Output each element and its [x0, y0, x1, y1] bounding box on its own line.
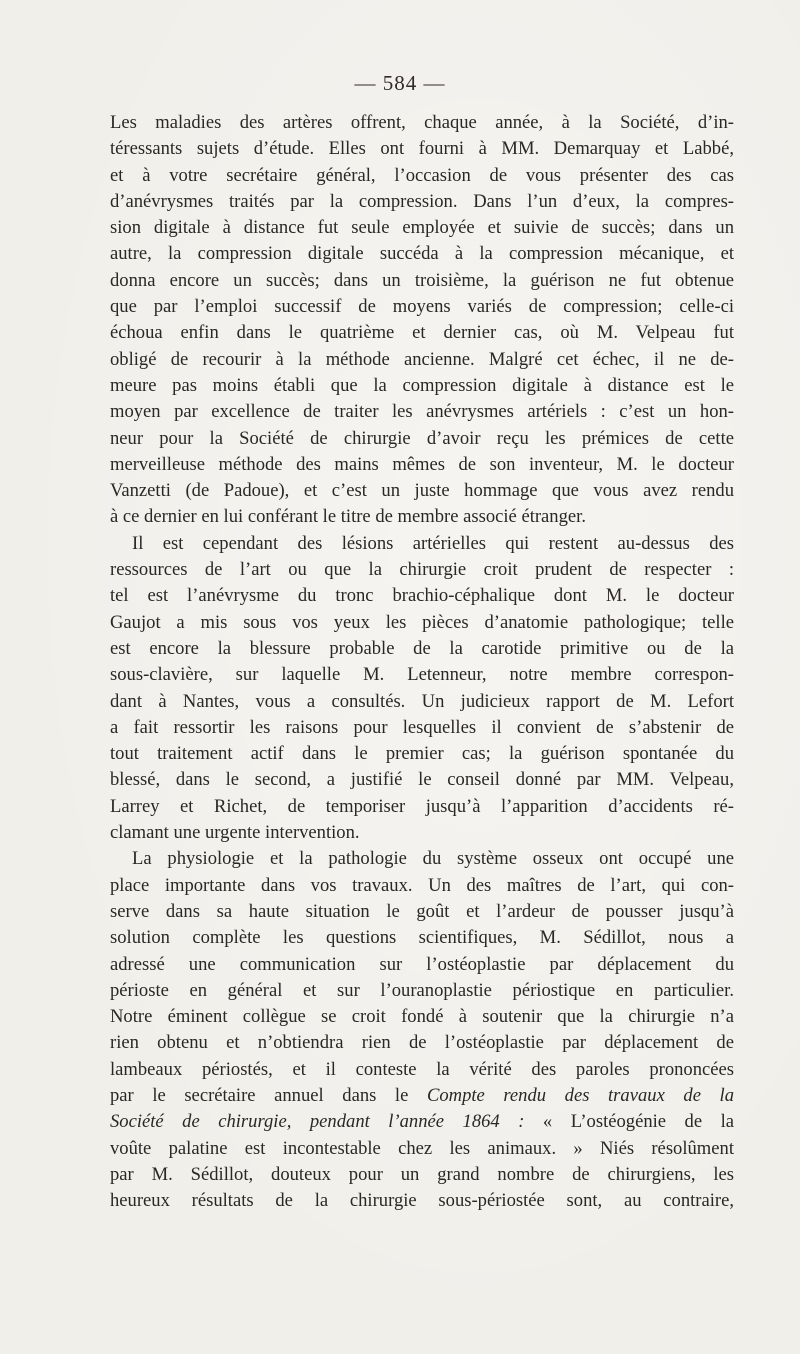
- text-line: [110, 1083, 734, 1109]
- text-line: et à votre secrétaire général, l’occasion de vous présenter des cas: [110, 164, 734, 186]
- text-line: solution complète les questions scientifiques, M. Sédillot, nous a: [110, 927, 734, 949]
- page-number: — 584 —: [354, 71, 446, 95]
- text-line: obligé de recourir à la méthode ancienne. Malgré cet échec, il ne de-: [110, 348, 734, 370]
- text-line: téressants sujets d’étude. Elles ont fourni à MM. Demarquay et Labbé,: [110, 138, 734, 160]
- text-line: Il est cependant des lésions artérielles qui restent au-dessus des: [132, 532, 734, 554]
- italic-title: Société de chirurgie, pendant l’année 1864 :: [110, 1111, 525, 1133]
- text-line: [110, 1109, 734, 1135]
- text-line: donna encore un succès; dans un troisième, la guérison ne fut obtenue: [110, 269, 734, 291]
- text-line: clamant une urgente intervention.: [110, 822, 360, 844]
- text-line: à ce dernier en lui conférant le titre de membre associé étranger.: [110, 506, 586, 528]
- text-line: moyen par excellence de traiter les anévrysmes artériels : c’est un hon-: [110, 401, 734, 423]
- text-line: rien obtenu et n’obtiendra rien de l’ostéoplastie par déplacement de: [110, 1032, 734, 1054]
- text-line: par M. Sédillot, douteux pour un grand nombre de chirurgiens, les: [110, 1163, 734, 1185]
- text-line: heureux résultats de la chirurgie sous-périostée sont, au contraire,: [110, 1190, 734, 1212]
- text-line: meure pas moins établi que la compression digitale à distance est le: [110, 374, 734, 396]
- text-line: adressé une communication sur l’ostéoplastie par déplacement du: [110, 953, 734, 975]
- text-line: que par l’emploi successif de moyens variés de compression; celle-ci: [110, 296, 734, 318]
- text-line: place importante dans vos travaux. Un des maîtres de l’art, qui con-: [110, 874, 734, 896]
- text-line: autre, la compression digitale succéda à la compression mécanique, et: [110, 243, 734, 265]
- italic-title: Compte rendu des travaux de la: [426, 1084, 734, 1106]
- text-line: dant à Nantes, vous a consultés. Un judicieux rapport de M. Lefort: [110, 690, 734, 712]
- text-line: merveilleuse méthode des mains mêmes de son inventeur, M. le docteur: [110, 453, 734, 475]
- text-line: Larrey et Richet, de temporiser jusqu’à l’apparition d’accidents ré-: [110, 795, 734, 817]
- text-line: tel est l’anévrysme du tronc brachio-céphalique dont M. le docteur: [110, 585, 734, 607]
- text-line: sous-clavière, sur laquelle M. Letenneur, notre membre correspon-: [110, 664, 734, 686]
- text-line: est encore la blessure probable de la carotide primitive ou de la: [110, 637, 734, 659]
- text-line: périoste en général et sur l’ouranoplastie périostique en particulier.: [110, 979, 734, 1001]
- text-segment: « L’ostéogénie de la: [524, 1111, 735, 1133]
- text-line: d’anévrysmes traités par la compression. Dans l’un d’eux, la compres-: [110, 190, 734, 212]
- text-line: Notre éminent collègue se croit fondé à soutenir que la chirurgie n’a: [110, 1006, 734, 1028]
- text-line: voûte palatine est incontestable chez les animaux. » Niés résolûment: [110, 1137, 734, 1159]
- text-line: Les maladies des artères offrent, chaque année, à la Société, d’in-: [110, 112, 734, 133]
- text-segment: par le secrétaire annuel dans le: [110, 1084, 427, 1106]
- text-line: blessé, dans le second, a justifié le conseil donné par MM. Velpeau,: [110, 769, 734, 791]
- text-line: tout traitement actif dans le premier cas; la guérison spontanée du: [110, 743, 734, 765]
- text-line: Vanzetti (de Padoue), et c’est un juste hommage que vous avez rendu: [110, 480, 734, 502]
- body-text: [110, 110, 734, 1214]
- text-line: échoua enfin dans le quatrième et dernier cas, où M. Velpeau fut: [110, 322, 734, 344]
- text-line: serve dans sa haute situation le goût et l’ardeur de pousser jusqu’à: [110, 900, 734, 922]
- text-line: neur pour la Société de chirurgie d’avoir reçu les prémices de cette: [110, 427, 734, 449]
- text-line: ressources de l’art ou que la chirurgie croit prudent de respecter :: [110, 559, 734, 581]
- text-line: La physiologie et la pathologie du système osseux ont occupé une: [132, 848, 734, 870]
- text-line: sion digitale à distance fut seule employée et suivie de succès; dans un: [110, 217, 734, 239]
- text-line: lambeaux périostés, et il conteste la vérité des paroles prononcées: [110, 1058, 734, 1080]
- text-line: a fait ressortir les raisons pour lesquelles il convient de s’abstenir de: [110, 716, 734, 738]
- text-line: Gaujot a mis sous vos yeux les pièces d’anatomie pathologique; telle: [110, 611, 734, 633]
